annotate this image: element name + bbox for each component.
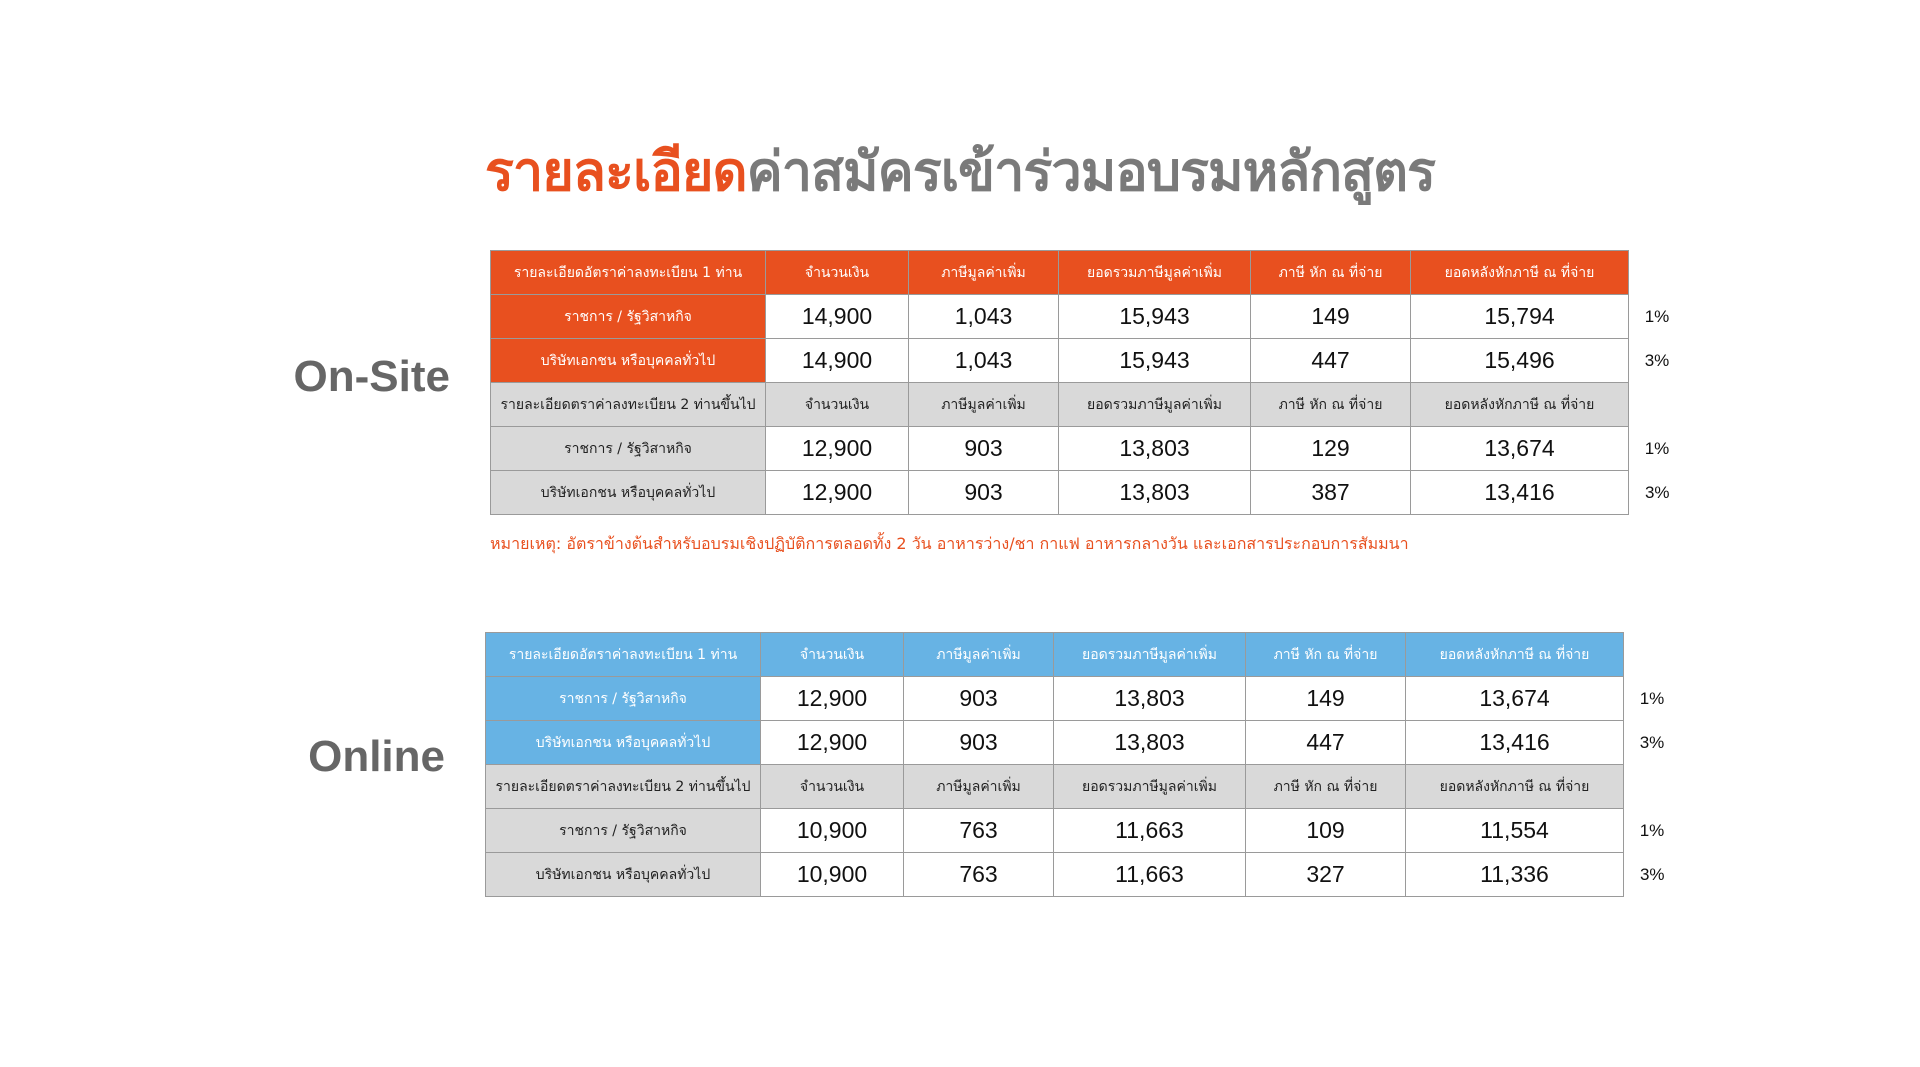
amount-cell: 12,900: [766, 471, 909, 515]
page-title: [0, 128, 1920, 214]
table-row: [491, 295, 1686, 339]
wht-percent: 1%: [1639, 820, 1665, 840]
wht-cell: 387: [1251, 471, 1411, 515]
table-row: [491, 339, 1686, 383]
wht-cell: 109: [1246, 809, 1406, 853]
table-row: [486, 721, 1681, 765]
header-cell: ยอดรวมภาษีมูลค่าเพิ่ม: [1054, 633, 1246, 677]
table-row: [486, 853, 1681, 897]
vat-cell: 1,043: [909, 295, 1059, 339]
net-cell: 11,336: [1406, 853, 1624, 897]
header-cell: ภาษีมูลค่าเพิ่ม: [909, 383, 1059, 427]
row-label: ราชการ / รัฐวิสาหกิจ: [491, 295, 766, 339]
wht-percent: 3%: [1639, 732, 1665, 752]
vat-cell: 903: [904, 721, 1054, 765]
wht-cell: 447: [1251, 339, 1411, 383]
header-cell: จำนวนเงิน: [766, 383, 909, 427]
net-cell: 13,674: [1411, 427, 1629, 471]
spacer-cell: [1629, 383, 1686, 427]
vat-cell: 903: [909, 471, 1059, 515]
header-cell: รายละเอียดอัตราค่าลงทะเบียน 1 ท่าน: [486, 633, 761, 677]
header-cell: รายละเอียดอัตราค่าลงทะเบียน 1 ท่าน: [491, 251, 766, 295]
row-label: ราชการ / รัฐวิสาหกิจ: [486, 809, 761, 853]
onsite-section-label: On-Site: [293, 352, 450, 401]
header-cell: ภาษี หัก ณ ที่จ่าย: [1251, 251, 1411, 295]
amount-cell: 14,900: [766, 339, 909, 383]
header-cell: ยอดรวมภาษีมูลค่าเพิ่ม: [1059, 383, 1251, 427]
amount-cell: 12,900: [766, 427, 909, 471]
vat-cell: 763: [904, 853, 1054, 897]
wht-cell: 149: [1251, 295, 1411, 339]
header-cell: จำนวนเงิน: [761, 633, 904, 677]
vat-cell: 903: [909, 427, 1059, 471]
wht-percent: 3%: [1644, 350, 1670, 370]
table-row: [491, 427, 1686, 471]
row-label: บริษัทเอกชน หรือบุคคลทั่วไป: [486, 721, 761, 765]
wht-cell: 149: [1246, 677, 1406, 721]
total-cell: 13,803: [1054, 721, 1246, 765]
header-cell: ยอดรวมภาษีมูลค่าเพิ่ม: [1059, 251, 1251, 295]
wht-percent: 3%: [1639, 864, 1665, 884]
row-label: บริษัทเอกชน หรือบุคคลทั่วไป: [486, 853, 761, 897]
amount-cell: 10,900: [761, 809, 904, 853]
header-cell: ยอดหลังหักภาษี ณ ที่จ่าย: [1406, 765, 1624, 809]
wht-percent: 1%: [1644, 438, 1670, 458]
online-header-row-2: [486, 765, 1681, 809]
online-header-row-1: [486, 633, 1681, 677]
wht-percent: 3%: [1644, 482, 1670, 502]
wht-percent: 1%: [1639, 688, 1665, 708]
header-cell: จำนวนเงิน: [761, 765, 904, 809]
total-cell: 15,943: [1059, 339, 1251, 383]
wht-cell: 327: [1246, 853, 1406, 897]
online-rate-table: [485, 632, 1681, 897]
spacer-cell: [1624, 633, 1681, 677]
wht-cell: 129: [1251, 427, 1411, 471]
total-cell: 13,803: [1054, 677, 1246, 721]
header-cell: รายละเอียดตราค่าลงทะเบียน 2 ท่านขึ้นไป: [491, 383, 766, 427]
onsite-header-row-2: [491, 383, 1686, 427]
net-cell: 15,794: [1411, 295, 1629, 339]
total-cell: 11,663: [1054, 853, 1246, 897]
table-row: [486, 677, 1681, 721]
vat-cell: 1,043: [909, 339, 1059, 383]
row-label: ราชการ / รัฐวิสาหกิจ: [491, 427, 766, 471]
wht-cell: 447: [1246, 721, 1406, 765]
spacer-cell: [1624, 765, 1681, 809]
header-cell: ภาษี หัก ณ ที่จ่าย: [1246, 765, 1406, 809]
onsite-rate-table: [490, 250, 1686, 515]
header-cell: ยอดหลังหักภาษี ณ ที่จ่าย: [1406, 633, 1624, 677]
net-cell: 15,496: [1411, 339, 1629, 383]
table-row: [491, 471, 1686, 515]
page-title-highlight: รายละเอียด: [484, 140, 747, 203]
page-title-rest: ค่าสมัครเข้าร่วมอบรมหลักสูตร: [746, 140, 1436, 203]
onsite-header-row-1: [491, 251, 1686, 295]
wht-percent: 1%: [1644, 306, 1670, 326]
header-cell: ภาษี หัก ณ ที่จ่าย: [1251, 383, 1411, 427]
header-cell: ภาษี หัก ณ ที่จ่าย: [1246, 633, 1406, 677]
header-cell: ยอดหลังหักภาษี ณ ที่จ่าย: [1411, 383, 1629, 427]
header-cell: ยอดหลังหักภาษี ณ ที่จ่าย: [1411, 251, 1629, 295]
net-cell: 13,674: [1406, 677, 1624, 721]
vat-cell: 763: [904, 809, 1054, 853]
net-cell: 11,554: [1406, 809, 1624, 853]
remark-note: หมายเหตุ: อัตราข้างต้นสำหรับอบรมเชิงปฏิบัติการตลอดทั้ง 2 วัน อาหารว่าง/ชา กาแฟ อาหารกลางวัน และเอกสารประกอบการสัมมนา: [490, 534, 1409, 553]
header-cell: ภาษีมูลค่าเพิ่ม: [909, 251, 1059, 295]
net-cell: 13,416: [1411, 471, 1629, 515]
row-label: ราชการ / รัฐวิสาหกิจ: [486, 677, 761, 721]
header-cell: ภาษีมูลค่าเพิ่ม: [904, 633, 1054, 677]
header-cell: จำนวนเงิน: [766, 251, 909, 295]
table-row: [486, 809, 1681, 853]
amount-cell: 12,900: [761, 721, 904, 765]
total-cell: 13,803: [1059, 427, 1251, 471]
online-section-label: Online: [308, 732, 445, 781]
header-cell: ภาษีมูลค่าเพิ่ม: [904, 765, 1054, 809]
total-cell: 15,943: [1059, 295, 1251, 339]
amount-cell: 10,900: [761, 853, 904, 897]
net-cell: 13,416: [1406, 721, 1624, 765]
row-label: บริษัทเอกชน หรือบุคคลทั่วไป: [491, 339, 766, 383]
amount-cell: 14,900: [766, 295, 909, 339]
row-label: บริษัทเอกชน หรือบุคคลทั่วไป: [491, 471, 766, 515]
spacer-cell: [1629, 251, 1686, 295]
vat-cell: 903: [904, 677, 1054, 721]
header-cell: ยอดรวมภาษีมูลค่าเพิ่ม: [1054, 765, 1246, 809]
total-cell: 13,803: [1059, 471, 1251, 515]
amount-cell: 12,900: [761, 677, 904, 721]
total-cell: 11,663: [1054, 809, 1246, 853]
header-cell: รายละเอียดตราค่าลงทะเบียน 2 ท่านขึ้นไป: [486, 765, 761, 809]
